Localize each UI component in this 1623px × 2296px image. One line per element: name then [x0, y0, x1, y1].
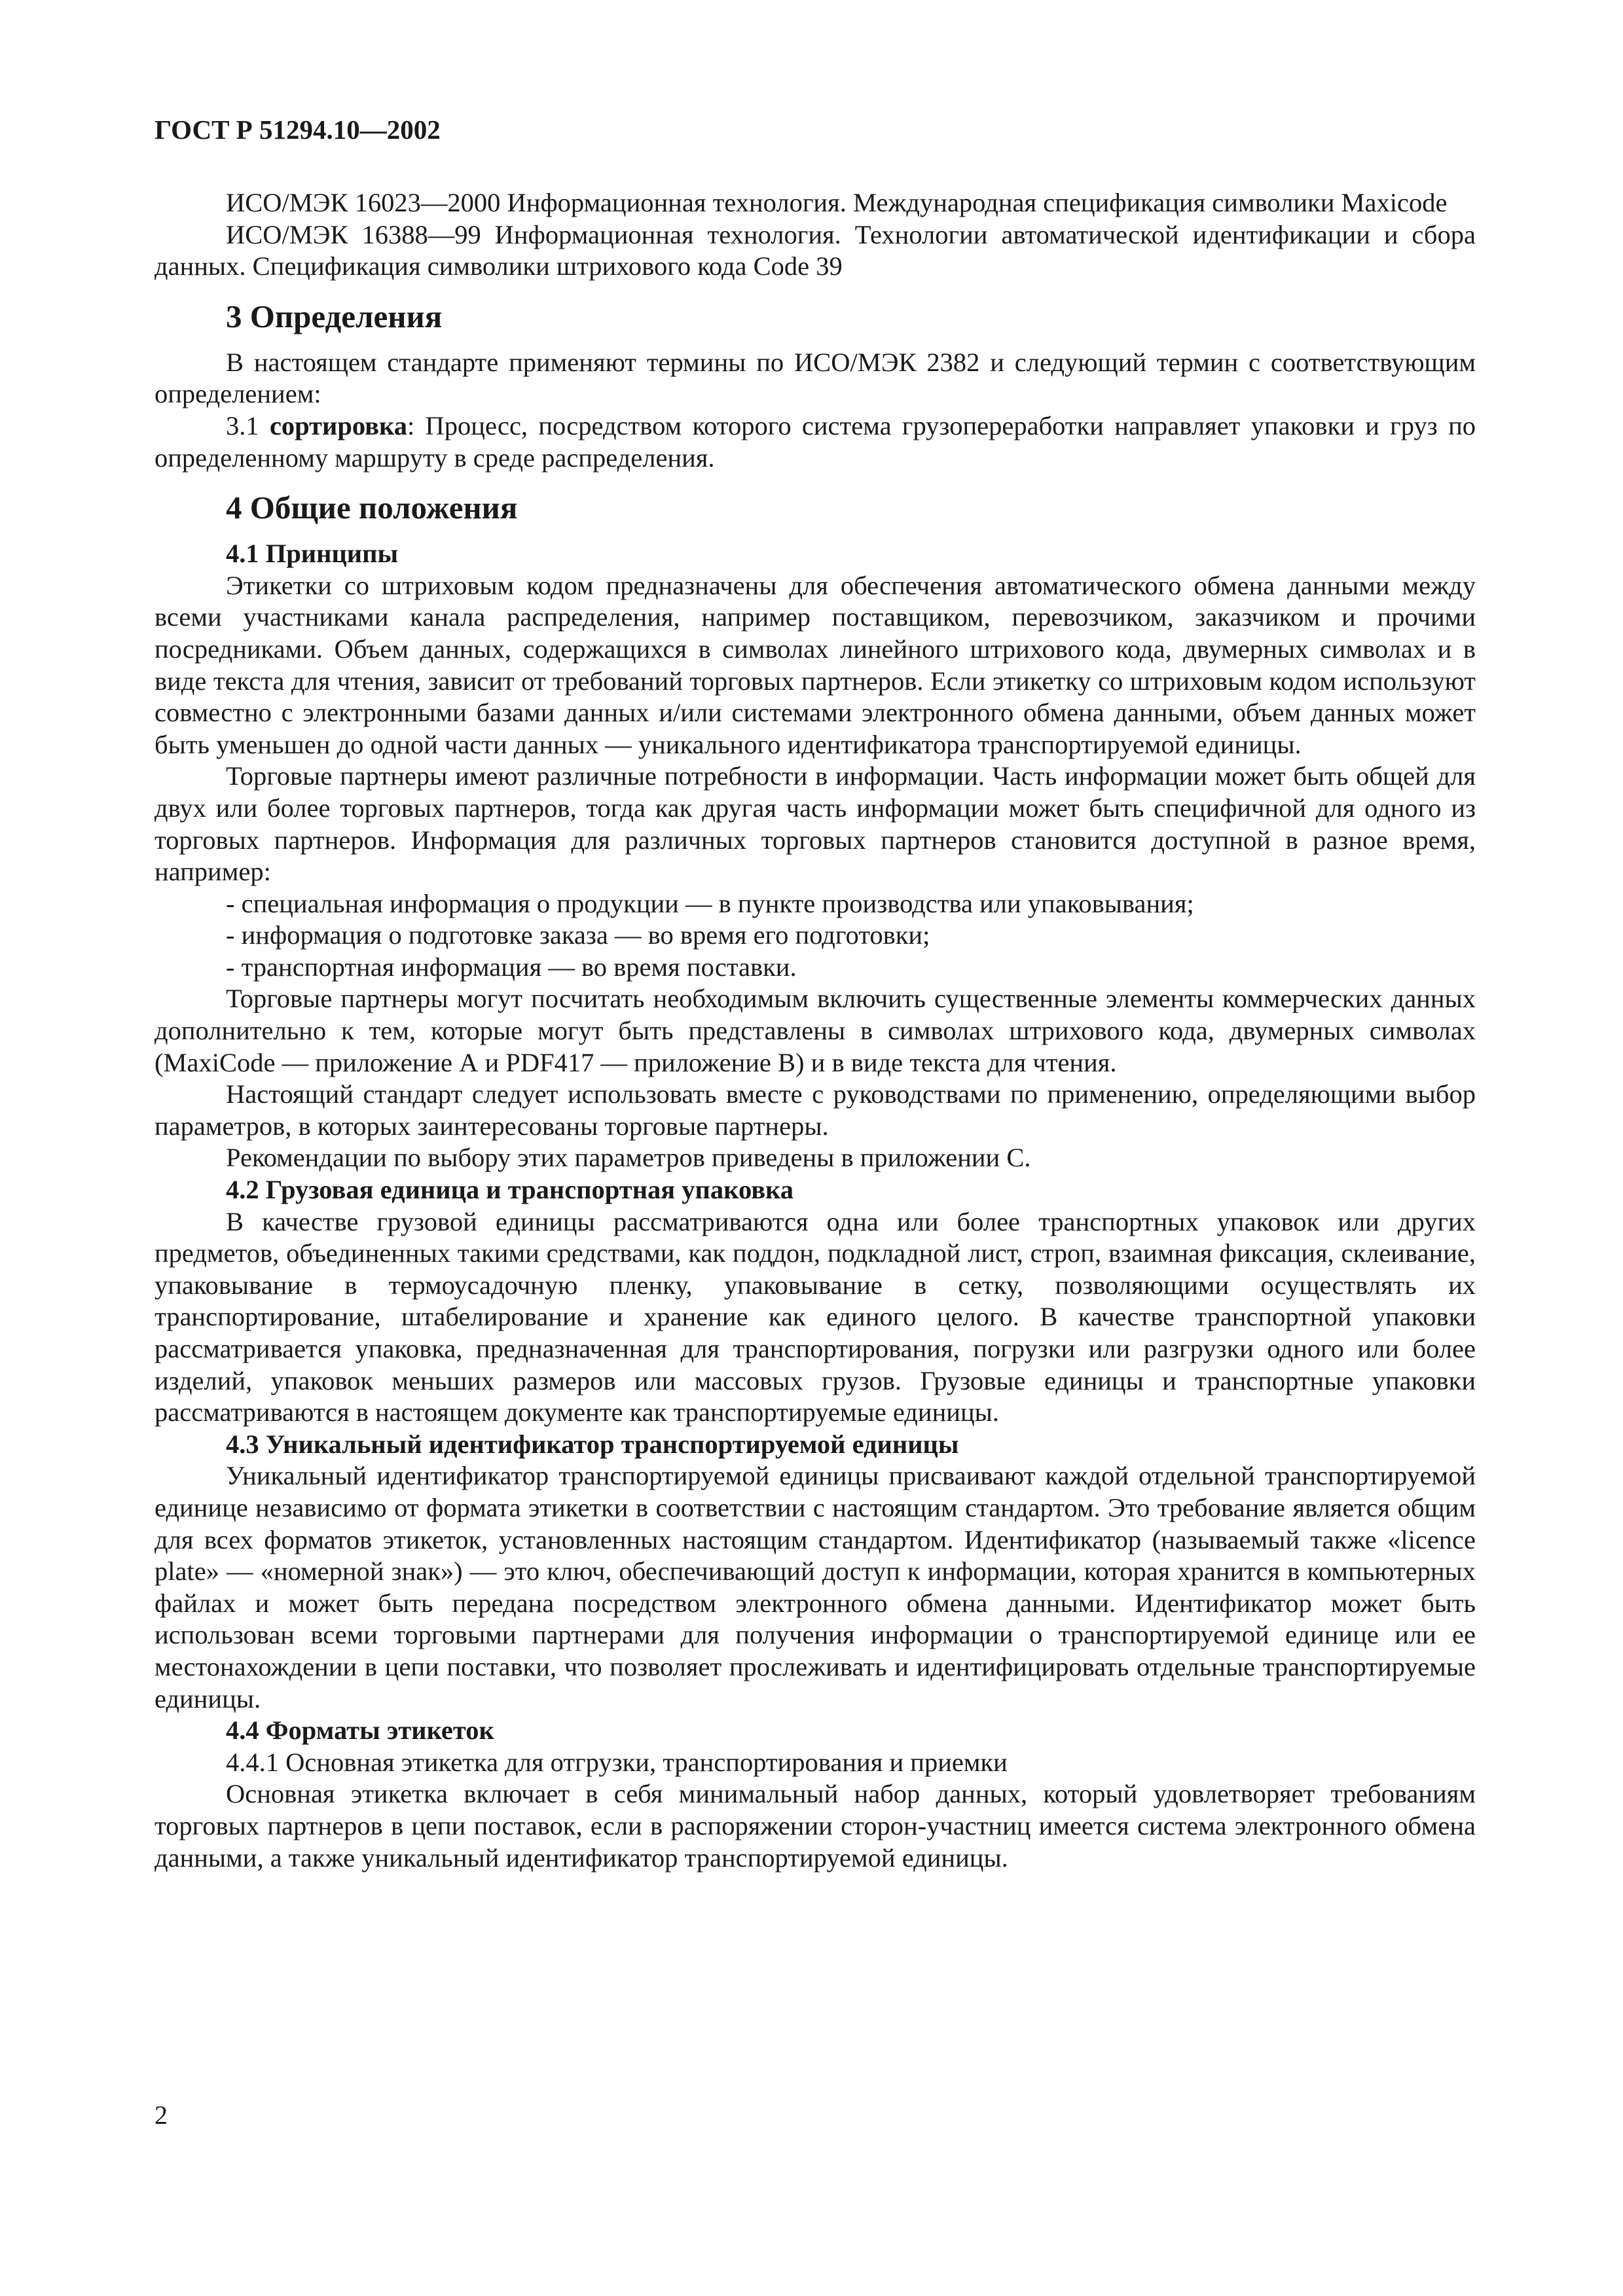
paragraph: Этикетки со штриховым кодом предназначены для обеспечения автоматического обмена данными между всеми участниками канала распределения, например поставщиком, перевозчиком, заказчиком и прочими посредниками. Объем данных, содержащихся в символах линейного штрихового кода, двумерных символах и в виде текста для чтения, зависит от требований торговых партнеров. Если этикетку со штриховым кодом используют совместно с электронными базами данных и/или системами электронного обмена данными, объем данных может быть уменьшен до одной части данных — уникального идентификатора транспортируемой единицы.: [155, 570, 1476, 759]
subsection-4-3-title: 4.3 Уникальный идентификатор транспортируемой единицы: [226, 1429, 959, 1459]
list-item: - транспортная информация — во время поставки.: [226, 952, 797, 982]
section-4-title: 4 Общие положения: [226, 490, 518, 526]
reference-item: ИСО/МЭК 16023—2000 Информационная технология. Международная спецификация символики Maxicode: [226, 188, 1448, 217]
page-number: 2: [155, 2100, 168, 2130]
paragraph: Уникальный идентификатор транспортируемой единицы присваивают каждой отдельной транспортируемой единице независимо от формата этикетки в соответствии с настоящим стандартом. Это требование является общим для всех форматов этикеток, установленных настоящим стандартом. Идентификатор (называемый также «licence plate» — «номерной знак») — это ключ, обеспечивающий доступ к информации, которая хранится в компьютерных файлах и может быть передана посредством электронного обмена данными. Идентификатор может быть использован всеми торговыми партнерами для получения информации о транспортируемой единице или ее местонахождении в цепи поставки, что позволяет прослеживать и идентифицировать отдельные транспортируемые единицы.: [155, 1461, 1476, 1713]
list-item: - специальная информация о продукции — в пункте производства или упаковывания;: [226, 888, 1194, 918]
section-3-title: 3 Определения: [226, 298, 443, 334]
definition-3-1: [155, 410, 1476, 474]
subsection-4-2-title: 4.2 Грузовая единица и транспортная упаковка: [226, 1175, 794, 1205]
reference-item: ИСО/МЭК 16388—99 Информационная технология. Технологии автоматической идентификации и сбора данных. Спецификация символики штрихового кода Code 39: [155, 219, 1476, 281]
definition-term: сортировка: [269, 410, 407, 440]
subsection-4-4-title: 4.4 Форматы этикеток: [226, 1715, 494, 1746]
subsection-4-1-title: 4.1 Принципы: [226, 539, 399, 569]
section-3-intro: В настоящем стандарте применяют термины по ИСО/МЭК 2382 и следующий термин с соответствующим определением:: [155, 347, 1476, 409]
document-code-header: ГОСТ Р 51294.10—2002: [155, 115, 441, 145]
definition-number: 3.1: [226, 410, 259, 440]
paragraph: Торговые партнеры имеют различные потребности в информации. Часть информации может быть общей для двух или более торговых партнеров, тогда как другая часть информации может быть специфичной для одного из торговых партнеров. Информация для различных торговых партнеров становится доступной в разное время, например:: [155, 761, 1476, 887]
paragraph: Основная этикетка включает в себя минимальный набор данных, который удовлетворяет требованиям торговых партнеров в цепи поставок, если в распоряжении сторон-участниц имеется система электронного обмена данными, а также уникальный идентификатор транспортируемой единицы.: [155, 1779, 1476, 1873]
document-body: [155, 187, 1476, 1874]
subsection-4-4-1-title: 4.4.1 Основная этикетка для отгрузки, транспортирования и приемки: [226, 1747, 1008, 1777]
paragraph: В качестве грузовой единицы рассматриваются одна или более транспортных упаковок или других предметов, объединенных такими средствами, как поддон, подкладной лист, строп, взаимная фиксация, склеивание, упаковывание в термоусадочную пленку, упаковывание в сетку, позволяющими осуществлять их транспортирование, штабелирование и хранение как единого целого. В качестве транспортной упаковки рассматривается упаковка, предназначенная для транспортирования, погрузки или разгрузки одного или более изделий, упаковок меньших размеров или массовых грузов. Грузовые единицы и транспортные упаковки рассматриваются в настоящем документе как транспортируемые единицы.: [155, 1206, 1476, 1427]
paragraph: Настоящий стандарт следует использовать вместе с руководствами по применению, определяющими выбор параметров, в которых заинтересованы торговые партнеры.: [155, 1079, 1476, 1141]
definition-text: : Процесс, посредством которого система грузопереработки направляет упаковки и груз по определенному маршруту в среде распределения.: [155, 410, 1476, 473]
list-item: - информация о подготовке заказа — во время его подготовки;: [226, 920, 930, 950]
paragraph: Рекомендации по выбору этих параметров приведены в приложении С.: [226, 1143, 1031, 1173]
paragraph: Торговые партнеры могут посчитать необходимым включить существенные элементы коммерческих данных дополнительно к тем, которые могут быть представлены в символах штрихового кода, двумерных символах (MaxiCode — приложение А и PDF417 — приложение В) и в виде текста для чтения.: [155, 984, 1476, 1077]
